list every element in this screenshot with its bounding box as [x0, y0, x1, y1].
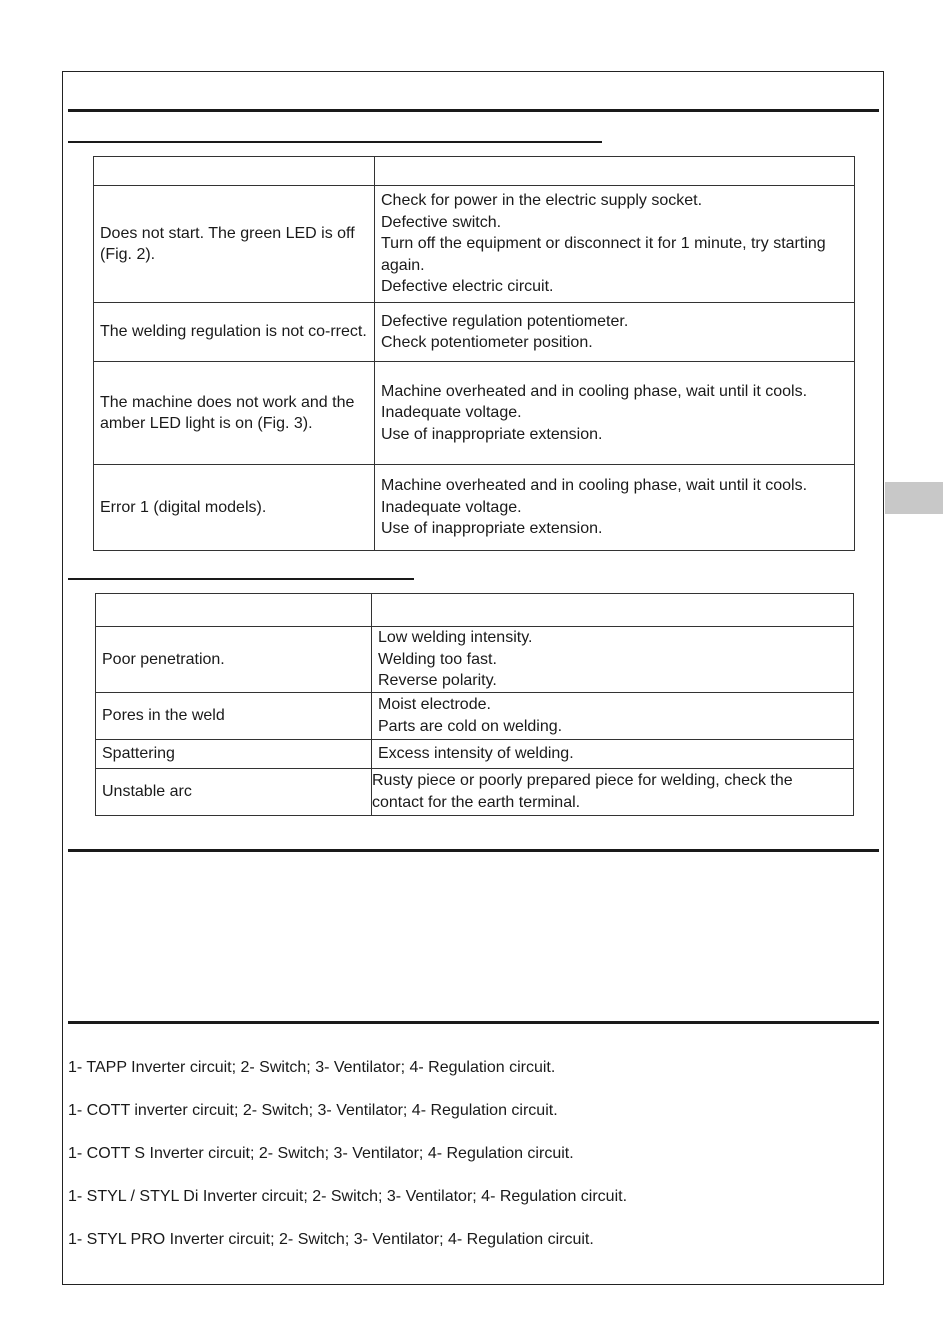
solution-cell — [372, 768, 854, 815]
solution-line: Machine overheated and in cooling phase, wait until it cools. — [381, 477, 808, 495]
subsection-rule-2 — [68, 578, 414, 580]
parts-list-item: 1- COTT inverter circuit; 2- Switch; 3- Ventilator; 4- Regulation circuit. — [68, 1102, 558, 1119]
solution-line: Reverse polarity. — [378, 672, 497, 689]
parts-list-item: 1- TAPP Inverter circuit; 2- Switch; 3- Ventilator; 4- Regulation circuit. — [68, 1059, 556, 1076]
solution-cell — [372, 627, 854, 693]
problem-cell: Error 1 (digital models). — [94, 465, 375, 551]
header-cell-solution — [375, 157, 855, 186]
subsection-rule-1 — [68, 141, 602, 143]
solution-line: Parts are cold on welding. — [378, 717, 563, 735]
solution-line: Check potentiometer position. — [381, 334, 593, 351]
solution-line: Moist electrode. — [378, 696, 491, 713]
solution-cell — [372, 739, 854, 768]
troubleshooting-table-1 — [93, 156, 855, 551]
problem-cell: The welding regulation is not co-rrect. — [94, 303, 375, 362]
header-cell-solution — [372, 594, 854, 627]
table-header-row — [96, 594, 854, 627]
problem-cell: Does not start. The green LED is off (Fig. 2). — [94, 186, 375, 303]
parts-list-item: 1- STYL PRO Inverter circuit; 2- Switch; 3- Ventilator; 4- Regulation circuit. — [68, 1231, 594, 1248]
table-row — [96, 768, 854, 815]
problem-cell: Poor penetration. — [96, 627, 372, 693]
parts-list-item: 1- COTT S Inverter circuit; 2- Switch; 3- Ventilator; 4- Regulation circuit. — [68, 1145, 574, 1162]
solution-line: Use of inappropriate extension. — [381, 425, 603, 443]
solution-cell — [375, 186, 855, 303]
problem-cell: Unstable arc — [96, 768, 372, 815]
troubleshooting-table-2 — [95, 593, 854, 816]
solution-cell — [375, 465, 855, 551]
solution-line: Defective switch. — [381, 213, 502, 231]
solution-line: Inadequate voltage. — [381, 498, 522, 516]
solution-line: Turn off the equipment or disconnect it for 1 minute, try starting again. — [381, 235, 826, 274]
solution-line: Check for power in the electric supply socket. — [381, 192, 703, 210]
section-rule-top — [68, 109, 879, 112]
problem-cell: Pores in the weld — [96, 692, 372, 739]
solution-line: Rusty piece or poorly prepared piece for welding, check the contact for the earth terminal. — [372, 772, 793, 811]
solution-cell — [375, 362, 855, 465]
table-row — [94, 303, 855, 362]
table-row — [94, 465, 855, 551]
header-cell-problem — [94, 157, 375, 186]
solution-line: Defective electric circuit. — [381, 278, 554, 296]
solution-cell — [372, 692, 854, 739]
table-row — [94, 362, 855, 465]
table-row — [96, 692, 854, 739]
solution-line: Excess intensity of welding. — [378, 744, 574, 762]
table-row — [94, 186, 855, 303]
parts-list-item: 1- STYL / STYL Di Inverter circuit; 2- Switch; 3- Ventilator; 4- Regulation circuit. — [68, 1188, 628, 1205]
header-cell-problem — [96, 594, 372, 627]
solution-cell — [375, 303, 855, 362]
section-rule-middle — [68, 849, 879, 852]
table-header-row — [94, 157, 855, 186]
table-row — [96, 627, 854, 693]
solution-line: Inadequate voltage. — [381, 404, 522, 422]
solution-line: Welding too fast. — [378, 650, 497, 668]
solution-line: Defective regulation potentiometer. — [381, 312, 629, 330]
solution-line: Low welding intensity. — [378, 629, 533, 646]
solution-line: Machine overheated and in cooling phase, wait until it cools. — [381, 382, 808, 400]
solution-line: Use of inappropriate extension. — [381, 520, 603, 538]
problem-cell: The machine does not work and the amber LED light is on (Fig. 3). — [94, 362, 375, 465]
side-tab-marker — [885, 482, 943, 514]
table-row — [96, 739, 854, 768]
problem-cell: Spattering — [96, 739, 372, 768]
section-rule-bottom — [68, 1021, 879, 1024]
